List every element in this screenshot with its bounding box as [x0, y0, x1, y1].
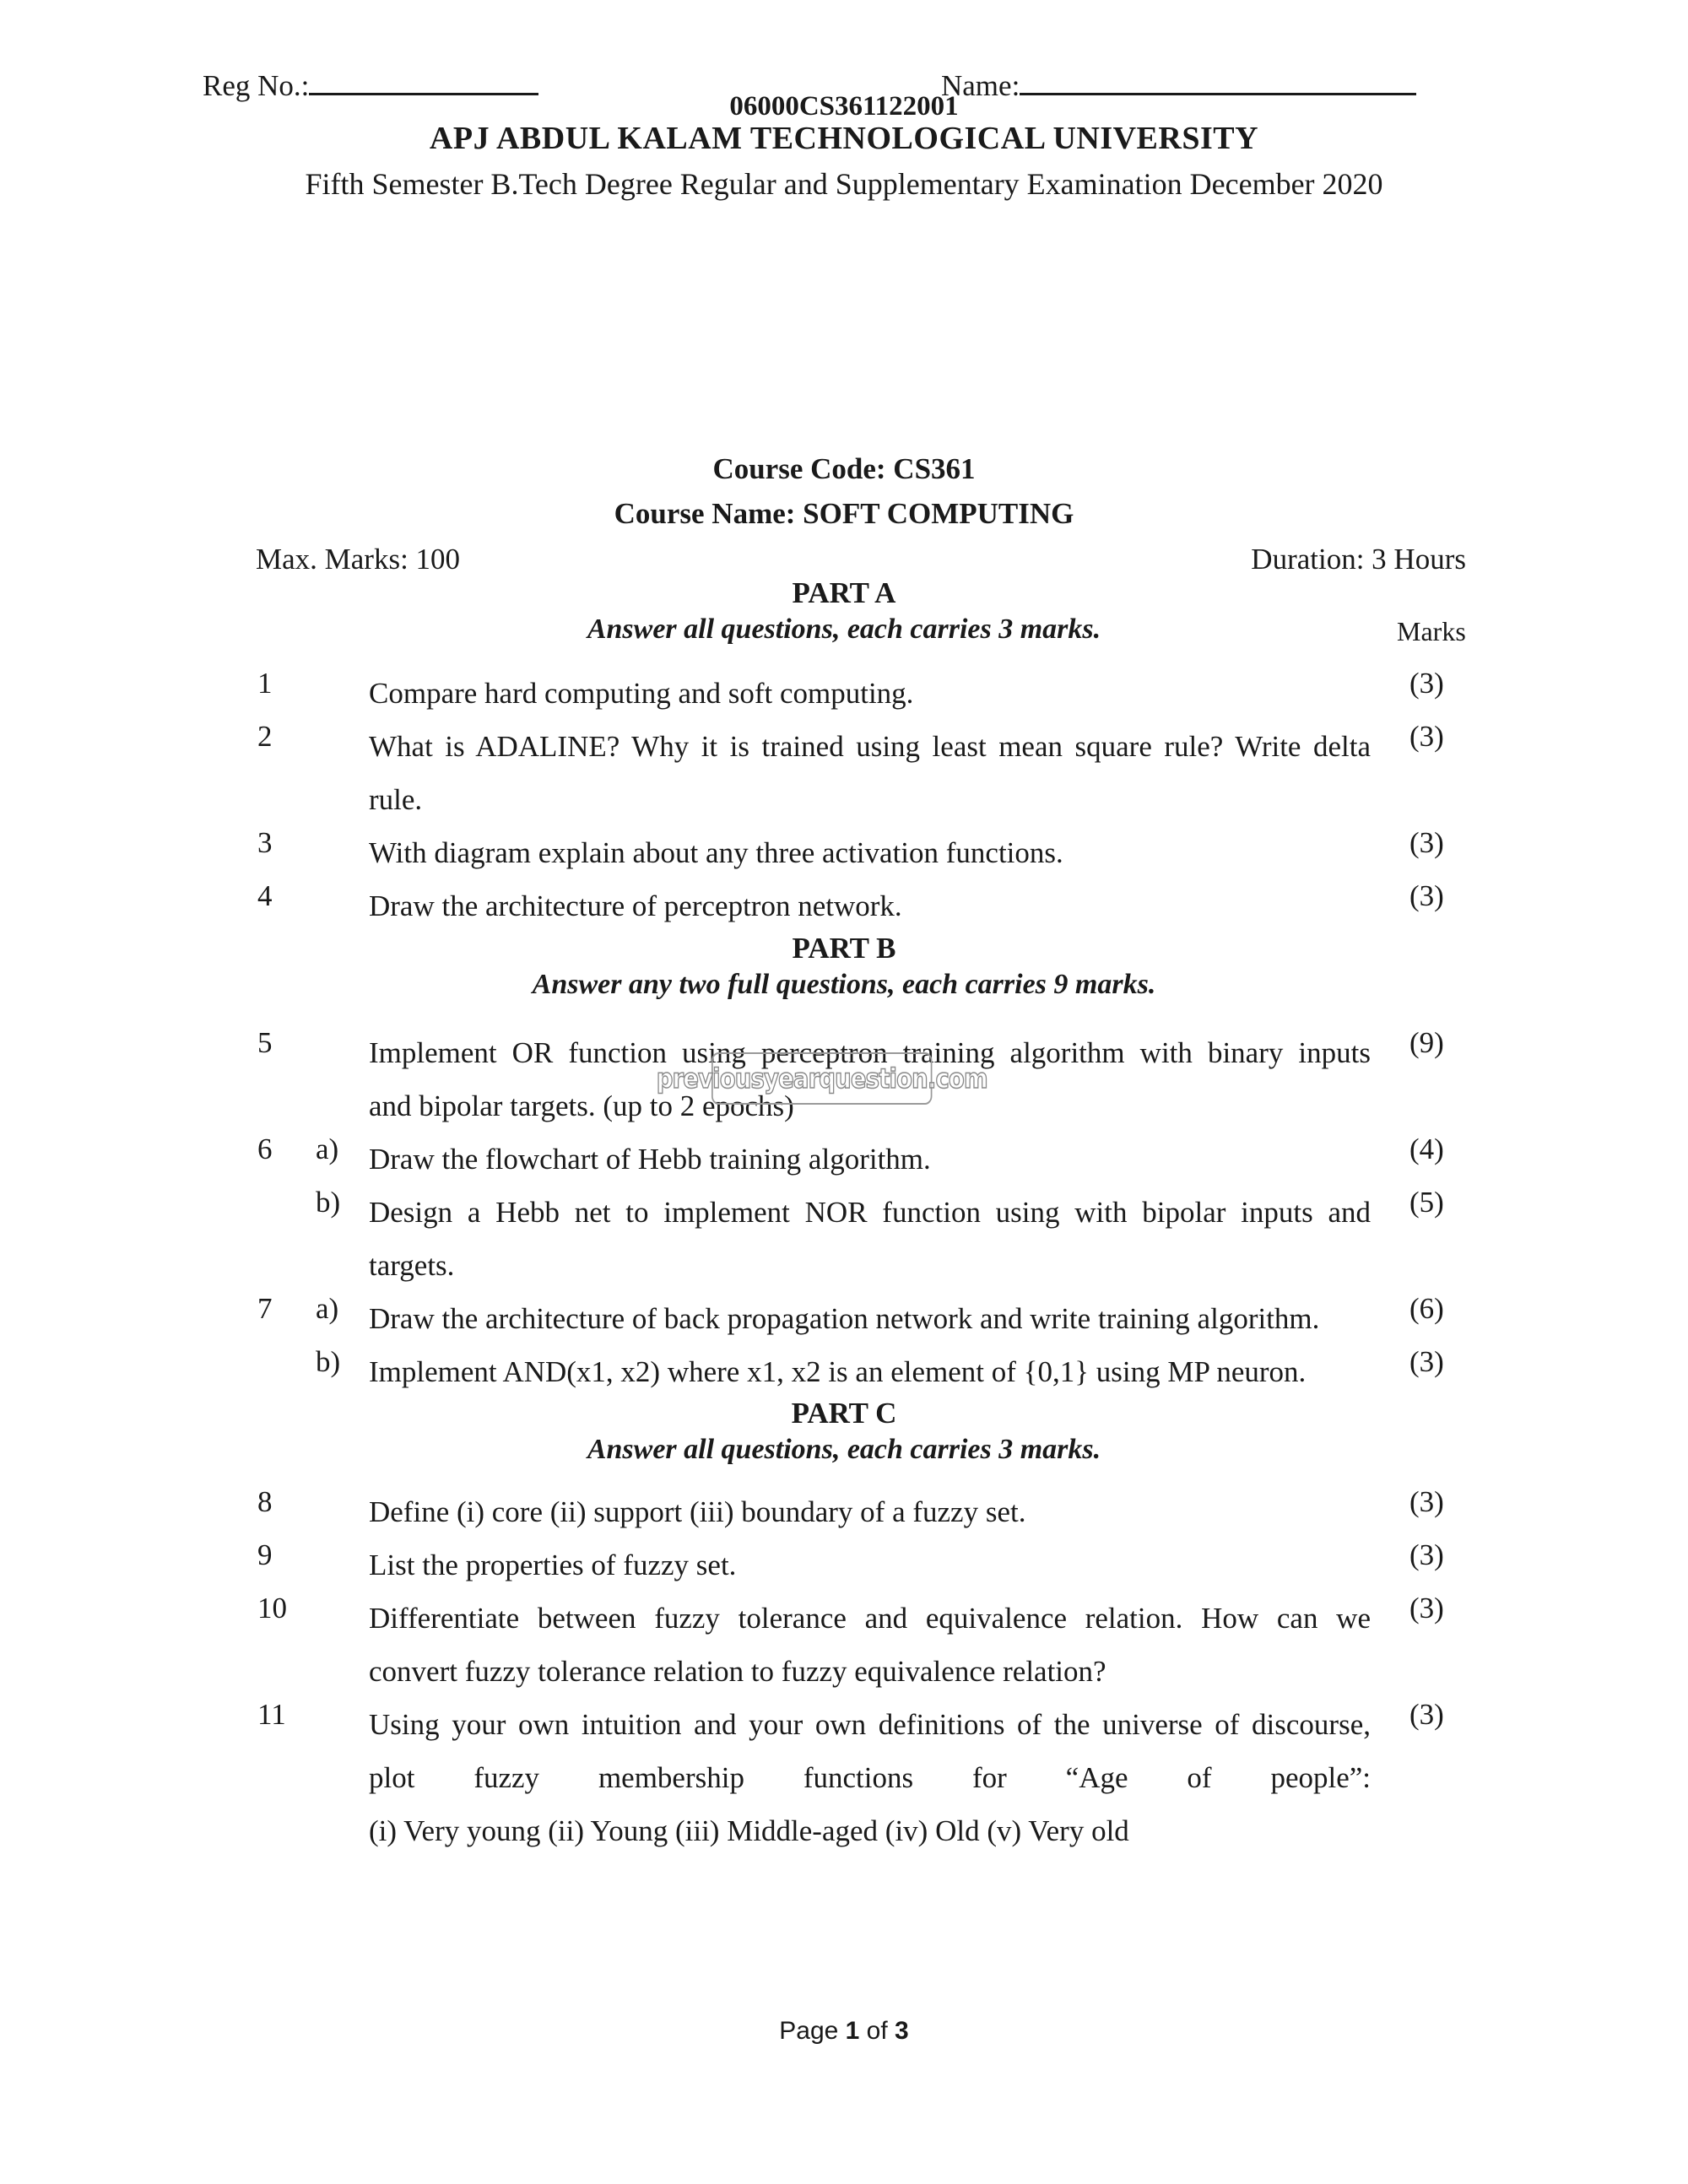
question-text-line: Design a Hebb net to implement NOR function using with bipolar inputs and — [369, 1196, 1371, 1229]
question-marks: (3) — [1409, 667, 1444, 700]
question-number: 2 — [257, 720, 273, 753]
question-text — [369, 1292, 1371, 1345]
paper-code: 06000CS361122001 — [729, 91, 959, 122]
question-text-line: Draw the flowchart of Hebb training algorithm. — [369, 1143, 931, 1176]
exam-title: Fifth Semester B.Tech Degree Regular and Supplementary Examination December 2020 — [305, 167, 1383, 201]
part-b-title: PART B — [792, 932, 896, 965]
footer-middle: of — [859, 2017, 895, 2045]
question-marks: (9) — [1409, 1026, 1444, 1059]
question-text — [369, 1345, 1371, 1398]
question-subpart: b) — [316, 1345, 341, 1378]
footer-current-page: 1 — [845, 2017, 860, 2045]
question-text-line: Define (i) core (ii) support (iii) boundary of a fuzzy set. — [369, 1495, 1026, 1528]
question-number: 7 — [257, 1292, 273, 1325]
question-text — [369, 879, 1371, 933]
question-number: 11 — [257, 1698, 286, 1731]
part-c-instruction: Answer all questions, each carries 3 marks. — [587, 1434, 1101, 1465]
question-marks: (3) — [1409, 1698, 1444, 1731]
watermark-stamp: previousyearquestion.com — [711, 1052, 932, 1105]
question-number: 6 — [257, 1133, 273, 1165]
question-text-line: Differentiate between fuzzy tolerance and equivalence relation. How can we — [369, 1602, 1371, 1635]
question-marks: (3) — [1409, 1345, 1444, 1378]
part-b-instruction: Answer any two full questions, each carries 9 marks. — [532, 969, 1156, 1000]
question-number: 1 — [257, 667, 273, 700]
question-subpart: a) — [316, 1133, 339, 1165]
question-text-line: rule. — [369, 783, 423, 816]
question-number: 8 — [257, 1485, 273, 1518]
duration: Duration: 3 Hours — [1251, 543, 1466, 576]
question-number: 9 — [257, 1538, 273, 1571]
course-name: Course Name: SOFT COMPUTING — [614, 497, 1074, 530]
question-text-line: With diagram explain about any three activation functions. — [369, 836, 1063, 869]
question-marks: (3) — [1409, 1592, 1444, 1624]
question-text-line: Using your own intuition and your own definitions of the universe of discourse, — [369, 1708, 1371, 1741]
question-text-line: (i) Very young (ii) Young (iii) Middle-aged (iv) Old (v) Very old — [369, 1814, 1129, 1847]
question-text-line: List the properties of fuzzy set. — [369, 1549, 737, 1581]
question-marks: (3) — [1409, 1538, 1444, 1571]
question-number: 10 — [257, 1592, 287, 1624]
question-text-line: Implement OR function using perceptron training algorithm with binary inputs — [369, 1036, 1371, 1069]
question-marks: (3) — [1409, 879, 1444, 912]
marks-heading: Marks — [1397, 616, 1466, 646]
reg-no-label: Reg No.: — [203, 69, 310, 102]
footer-prefix: Page — [779, 2017, 846, 2045]
question-text — [369, 1485, 1371, 1538]
question-number: 4 — [257, 879, 273, 912]
question-marks: (6) — [1409, 1292, 1444, 1325]
question-text-line: convert fuzzy tolerance relation to fuzzy equivalence relation? — [369, 1655, 1106, 1688]
question-text — [369, 667, 1371, 720]
part-c-title: PART C — [791, 1397, 897, 1430]
question-marks: (3) — [1409, 1485, 1444, 1518]
question-text — [369, 1592, 1371, 1698]
question-text-line: and bipolar targets. (up to 2 epochs) — [369, 1089, 794, 1122]
question-subpart: b) — [316, 1186, 341, 1219]
question-text-line: Compare hard computing and soft computing. — [369, 677, 914, 710]
question-text-line: plot fuzzy membership functions for “Age of people”: — [369, 1761, 1371, 1794]
university-name: APJ ABDUL KALAM TECHNOLOGICAL UNIVERSITY — [429, 121, 1259, 156]
max-marks: Max. Marks: 100 — [256, 543, 461, 576]
question-text — [369, 1133, 1371, 1186]
question-marks: (5) — [1409, 1186, 1444, 1219]
question-text-line: targets. — [369, 1249, 455, 1282]
question-marks: (3) — [1409, 826, 1444, 859]
question-text — [369, 720, 1371, 826]
question-text — [369, 1538, 1371, 1592]
page-footer — [0, 2017, 1688, 2046]
question-text — [369, 1186, 1371, 1292]
question-text-line: Implement AND(x1, x2) where x1, x2 is an element of {0,1} using MP neuron. — [369, 1355, 1307, 1388]
question-text-line: Draw the architecture of back propagation network and write training algorithm. — [369, 1302, 1320, 1335]
question-marks: (3) — [1409, 720, 1444, 753]
name-label: Name: — [941, 69, 1020, 102]
question-marks: (4) — [1409, 1133, 1444, 1165]
part-a-title: PART A — [792, 576, 896, 609]
part-a-instruction: Answer all questions, each carries 3 marks. — [587, 614, 1101, 645]
question-number: 5 — [257, 1026, 273, 1059]
question-text — [369, 826, 1371, 879]
footer-total-pages: 3 — [895, 2017, 909, 2045]
question-number: 3 — [257, 826, 273, 859]
question-text-line: Draw the architecture of perceptron network. — [369, 889, 902, 922]
course-code: Course Code: CS361 — [712, 452, 976, 485]
question-text — [369, 1698, 1371, 1857]
question-subpart: a) — [316, 1292, 339, 1325]
question-text-line: What is ADALINE? Why it is trained using least mean square rule? Write delta — [369, 730, 1371, 763]
